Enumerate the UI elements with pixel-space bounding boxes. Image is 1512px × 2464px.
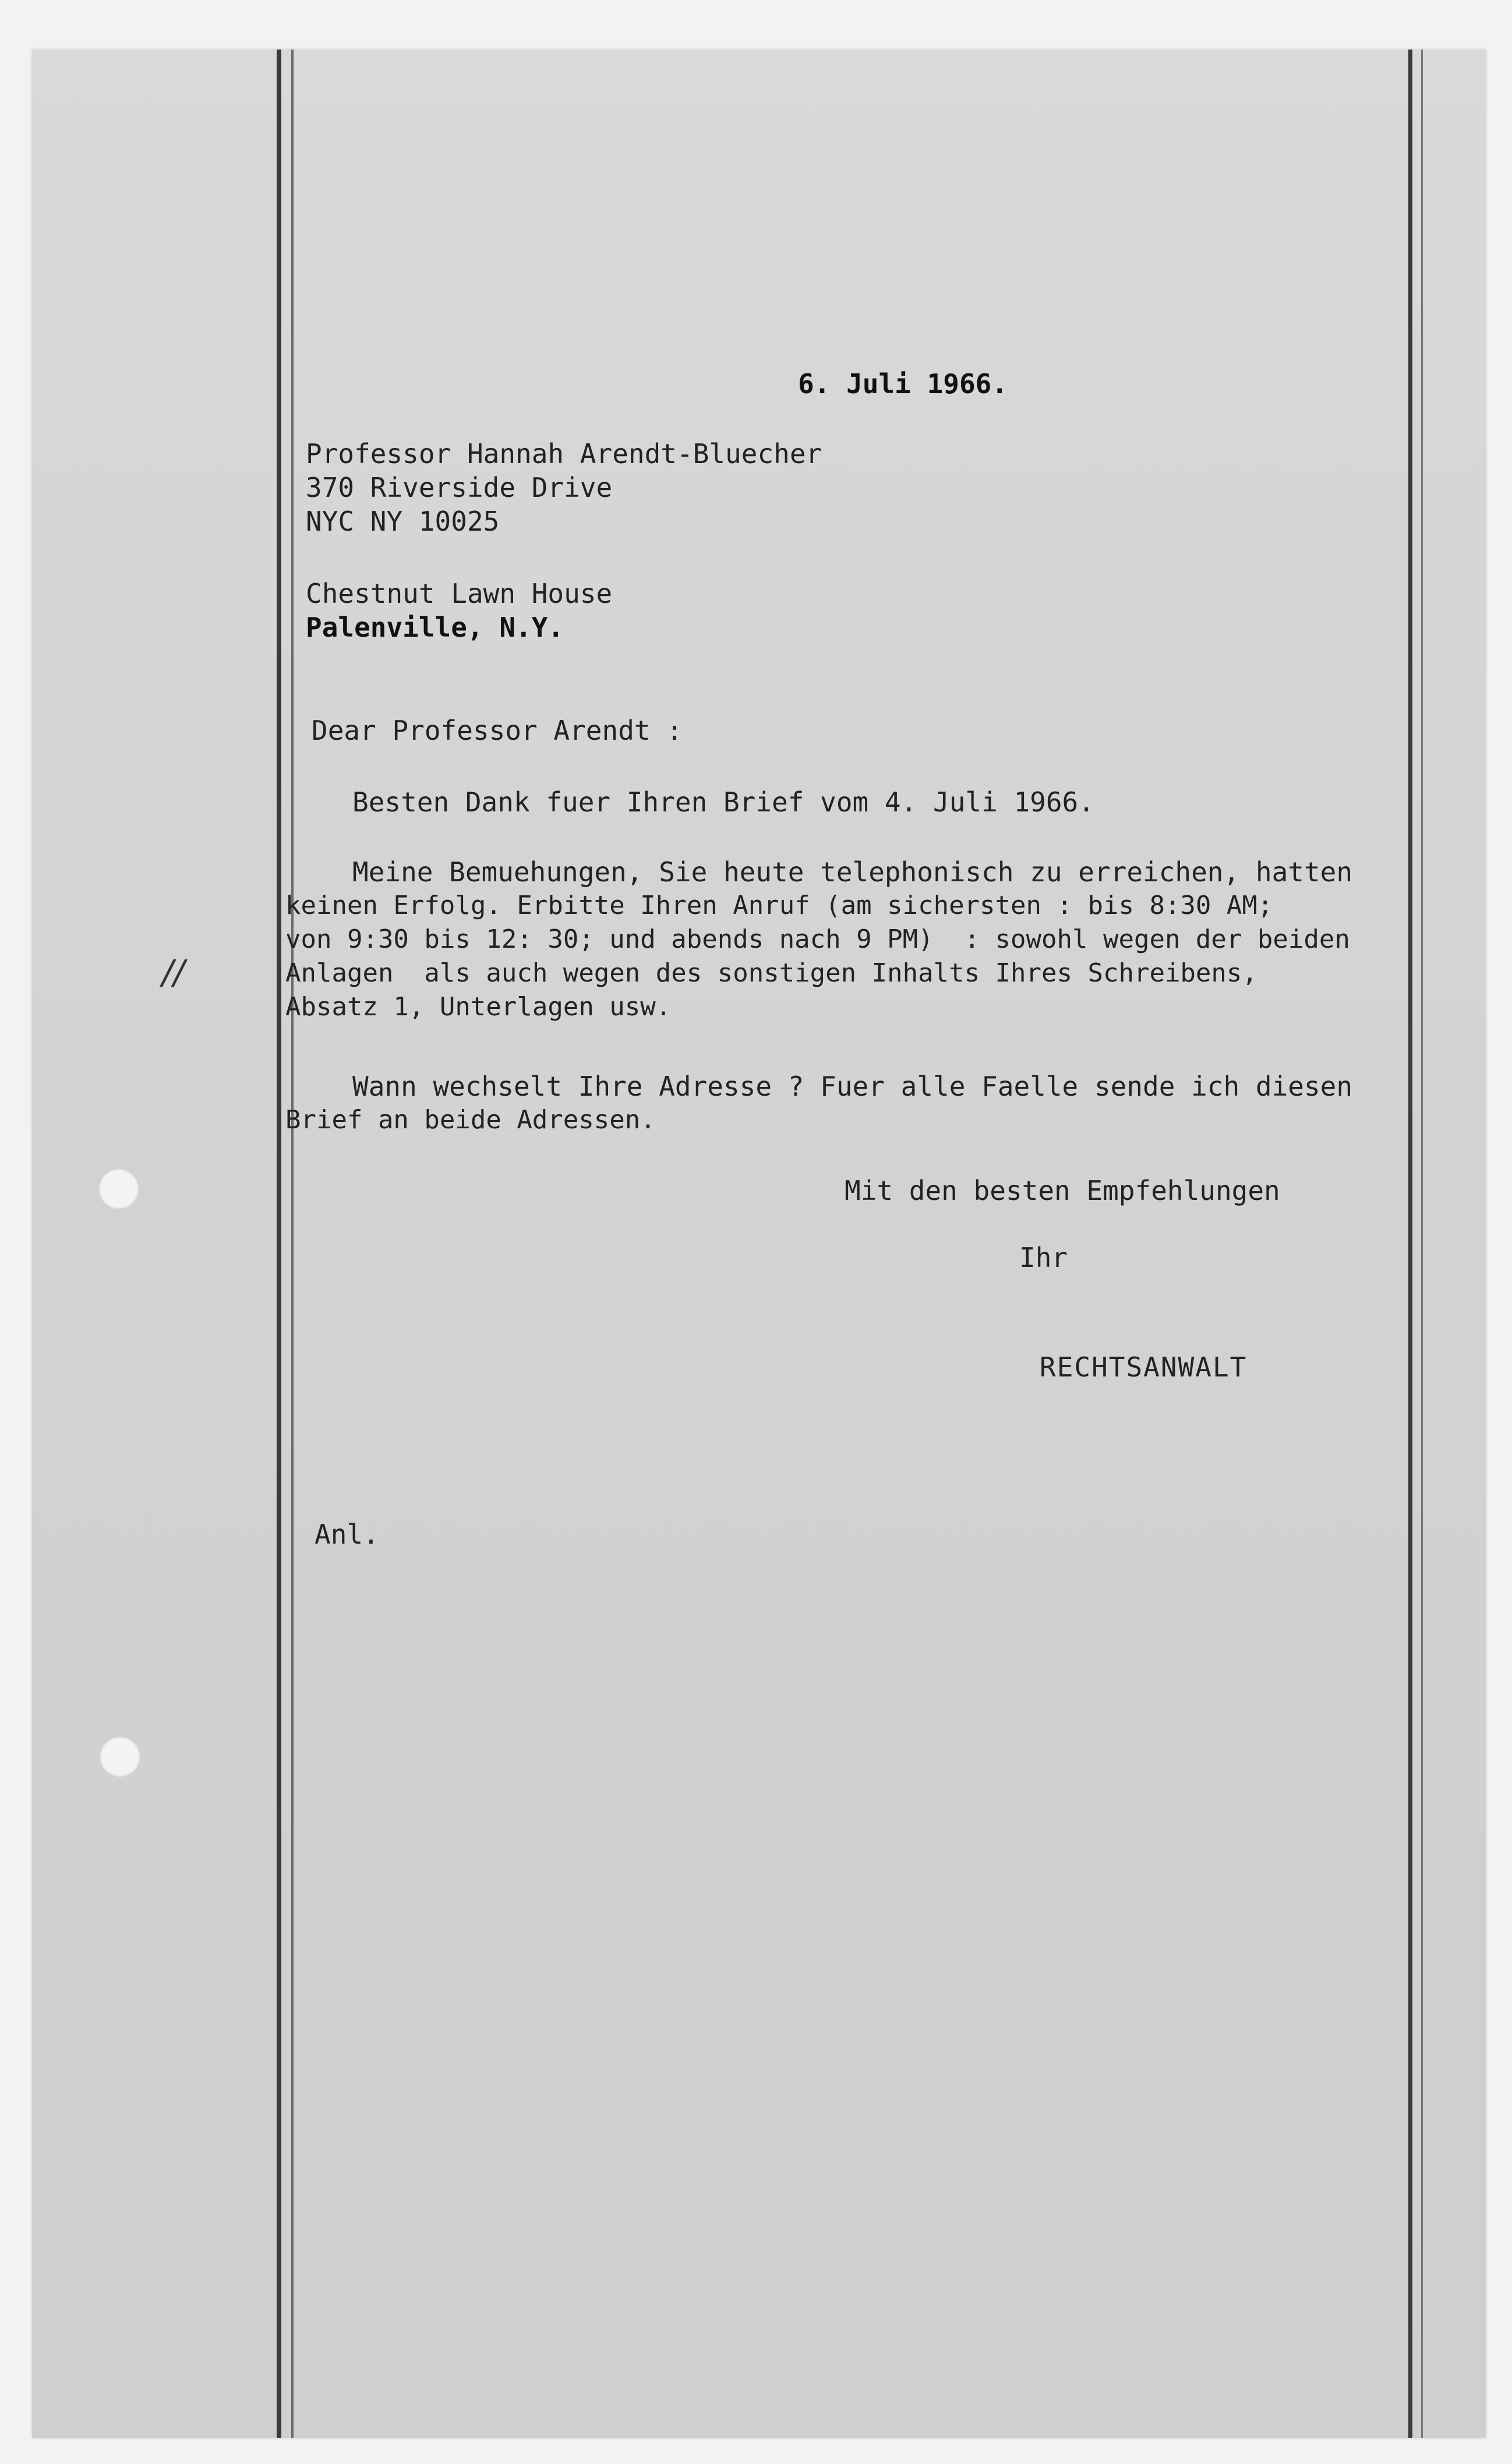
paragraph-thanks: Besten Dank fuer Ihren Brief vom 4. Juli 1966. <box>352 786 1094 818</box>
punch-hole <box>99 1736 141 1778</box>
right-margin-rule-inner <box>1421 50 1423 2438</box>
margin-handwritten-mark: // <box>162 952 185 992</box>
letter-date: 6. Juli 1966. <box>798 368 1008 400</box>
right-margin-rule <box>1408 50 1412 2438</box>
recipient-street: 370 Riverside Drive <box>306 472 613 503</box>
paragraph-address-line: Brief an beide Adressen. <box>285 1105 656 1135</box>
salutation: Dear Professor Arendt : <box>312 715 683 746</box>
paragraph-body-line: von 9:30 bis 12: 30; und abends nach 9 PM) : sowohl wegen der beiden <box>285 924 1350 954</box>
left-margin-rule <box>277 50 281 2438</box>
recipient-city: NYC NY 10025 <box>306 506 500 537</box>
sender-title: RECHTSANWALT <box>1040 1351 1248 1383</box>
signoff: Ihr <box>1019 1242 1068 1273</box>
recipient-alt-city: Palenville, N.Y. <box>306 612 564 643</box>
paragraph-body-line: keinen Erfolg. Erbitte Ihren Anruf (am sichersten : bis 8:30 AM; <box>285 891 1273 920</box>
enclosure-note: Anl. <box>315 1519 379 1550</box>
paragraph-body-line: Anlagen als auch wegen des sonstigen Inhalts Ihres Schreibens, <box>285 958 1257 988</box>
paragraph-body-line: Meine Bemuehungen, Sie heute telephonisch zu erreichen, hatten <box>352 856 1353 888</box>
recipient-name: Professor Hannah Arendt-Bluecher <box>306 438 822 469</box>
paragraph-address-line: Wann wechselt Ihre Adresse ? Fuer alle Faelle sende ich diesen <box>352 1071 1353 1102</box>
punch-hole <box>98 1168 140 1210</box>
letter-sheet <box>32 50 1486 2438</box>
left-margin-rule-inner <box>291 50 294 2438</box>
recipient-alt-address: Chestnut Lawn House <box>306 578 613 609</box>
closing-phrase: Mit den besten Empfehlungen <box>845 1175 1280 1206</box>
paragraph-body-line: Absatz 1, Unterlagen usw. <box>285 992 672 1022</box>
